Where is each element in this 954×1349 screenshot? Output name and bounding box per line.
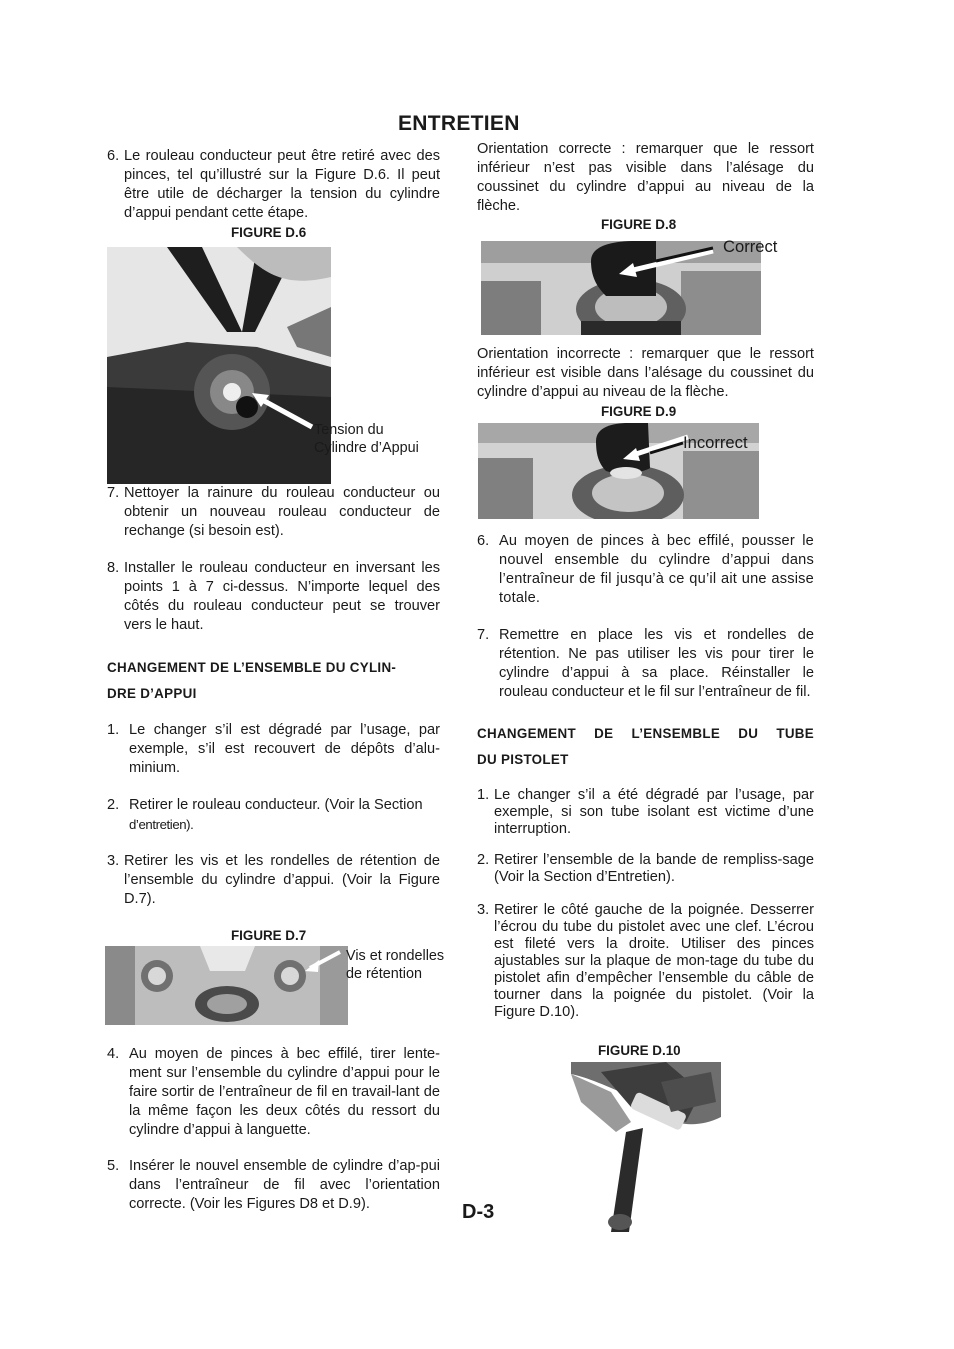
figure-d7-caption-line2: de rétention: [346, 966, 423, 982]
figure-d10-label: FIGURE D.10: [598, 1043, 681, 1058]
step-number: 5.: [107, 1158, 120, 1174]
step-text: Le rouleau conducteur peut être retiré avec des pinces, tel qu’illustré sur la Figure D.6. Il peut être utile de décharger la tension du cylindre d’appui pendant cette étape.: [124, 148, 440, 221]
figure-d7-label: FIGURE D.7: [231, 928, 307, 943]
figure-d10-photo: [571, 1062, 721, 1238]
step-number: 2.: [477, 852, 490, 868]
step-number: 7.: [477, 627, 490, 643]
page-number: D-3: [462, 1201, 495, 1223]
heading-line: CHANGEMENT DE L’ENSEMBLE DU TUBE: [477, 726, 814, 741]
page-title: ENTRETIEN: [398, 112, 520, 135]
incorrect-orientation-text: Orientation incorrecte : remarquer que le ressort inférieur est visible dans l’alésage du coussinet du cylindre d’appui au niveau de la flèche.: [477, 346, 814, 400]
step-number: 8.: [107, 560, 120, 576]
step-text: Remettre en place les vis et rondelles de rétention. Ne pas utiliser les vis pour tirer le cylindre d’appui à sa place. Réinstaller le rouleau conducteur et le fil sur l’entraîneur de fil.: [499, 627, 814, 700]
figure-d7-photo: [105, 946, 348, 1025]
left-step-6: [107, 147, 440, 223]
right-sub-step-2: [477, 852, 814, 886]
figure-d8-photo: [481, 241, 761, 335]
step-number: 1.: [107, 722, 120, 738]
figure-d8-caption: Correct: [723, 237, 778, 256]
figure-d6-caption-line1: Tension du: [314, 422, 384, 438]
step-number: 7.: [107, 485, 120, 501]
step-text: Retirer le côté gauche de la poignée. Desserrer l’écrou du tube du pistolet avec une clef. L’écrou est fileté vers la droite. Utiliser des pinces ajustables sur la plaque de mon-tage du tube du pistolet afin d’empêcher l’ensemble du câble de tourner dans la poignée du pistolet. (Voir la Figure D.10).: [494, 902, 814, 1020]
figure-d7-caption-line1: Vis et rondelles: [346, 948, 445, 964]
step-text: Retirer les vis et les rondelles de rétention de l’ensemble du cylindre d’appui. (Voir la Figure D.7).: [124, 853, 440, 907]
retention-screws-image: [105, 946, 348, 1025]
left-step-7: [107, 484, 440, 541]
left-sub-step-4: [107, 1045, 440, 1140]
left-sub-step-2: [107, 796, 440, 834]
right-step-6: [477, 532, 814, 608]
correct-orientation-text: Orientation correcte : remarquer que le ressort inférieur n’est pas visible dans l’alésage du coussinet du cylindre d’appui au niveau de la flèche.: [477, 141, 814, 214]
gun-tube-image: [571, 1062, 721, 1238]
right-sub-step-1: [477, 787, 814, 838]
heading-line: CHANGEMENT DE L’ENSEMBLE DU CYLIN-: [107, 660, 397, 675]
section-heading-gun-tube: [477, 721, 814, 773]
step-text-continued: d’entretien).: [129, 817, 194, 832]
step-number: 3.: [107, 853, 120, 869]
right-sub-step-3: [477, 902, 814, 1021]
step-number: 6.: [107, 148, 120, 164]
left-sub-step-3: [107, 852, 440, 909]
step-text: Au moyen de pinces à bec effilé, pousser le nouvel ensemble du cylindre d’appui dans l’entraîneur de fil jusqu’à ce qu’il ait une assise totale.: [499, 533, 814, 606]
right-step-7: [477, 626, 814, 702]
pliers-wire-drive-image: [107, 247, 331, 484]
step-text: Nettoyer la rainure du rouleau conducteur ou obtenir un nouveau rouleau conducteur de rechange (si besoin est).: [124, 485, 440, 539]
step-text: Installer le rouleau conducteur en inversant les points 1 à 7 ci-dessus. N’importe lequel des côtés du rouleau conducteur peut se trouver vers le haut.: [124, 560, 440, 633]
heading-line: DRE D’APPUI: [107, 686, 197, 701]
step-text: Retirer l’ensemble de la bande de rempliss-sage (Voir la Section d’Entretien).: [494, 852, 814, 885]
figure-d8-label: FIGURE D.8: [601, 217, 677, 232]
step-text: Insérer le nouvel ensemble de cylindre d’ap-pui dans l’entraîneur de fil avec l’orientation correcte. (Voir les Figures D8 et D.9).: [129, 1158, 440, 1212]
figure-d6-photo: [107, 247, 331, 484]
step-text: Retirer le rouleau conducteur. (Voir la Section: [129, 797, 423, 813]
step-text: Le changer s’il a été dégradé par l’usage, par exemple, si son tube isolant est victime d’une interruption.: [494, 787, 814, 837]
step-number: 2.: [107, 797, 120, 813]
figure-d6-caption-line2: Cylindre d’Appui: [314, 440, 419, 456]
figure-d9-label: FIGURE D.9: [601, 404, 677, 419]
heading-line: DU PISTOLET: [477, 752, 569, 767]
left-step-8: [107, 559, 440, 635]
left-sub-step-5: [107, 1157, 440, 1214]
correct-orientation-image: [481, 241, 761, 335]
step-text: Au moyen de pinces à bec effilé, tirer lente-ment sur l’ensemble du cylindre d’appui pour le faire sortir de l’entraîneur de fil en travail-lant de la même façon les deux côtés du ressort du cylindre d’appui à languette.: [129, 1046, 440, 1138]
step-number: 6.: [477, 533, 490, 549]
step-number: 4.: [107, 1046, 120, 1062]
step-text: Le changer s’il est dégradé par l’usage, par exemple, s’il est recouvert de dépôts d’alu-minium.: [129, 722, 440, 776]
figure-d6-label: FIGURE D.6: [231, 225, 307, 240]
step-number: 1.: [477, 787, 490, 803]
left-sub-step-1: [107, 721, 440, 778]
step-number: 3.: [477, 902, 490, 918]
section-heading-cylinder: [107, 655, 440, 707]
figure-d9-caption: Incorrect: [683, 433, 748, 452]
